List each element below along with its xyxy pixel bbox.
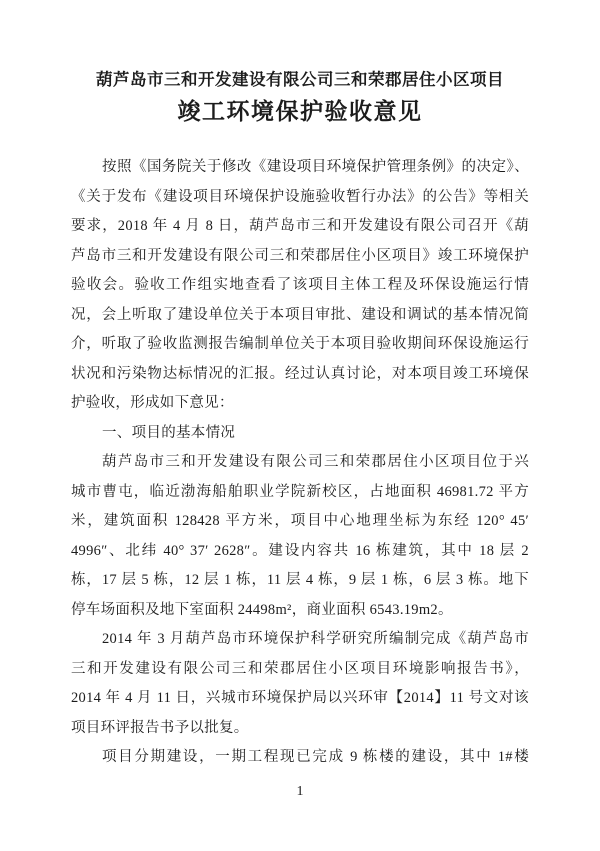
text-line: 2014 年 3 月葫芦岛市环境保护科学研究所编制完成《葫芦岛市 bbox=[102, 631, 529, 647]
text-line: 况，会上听取了建设单位关于本项目审批、建设和调试的基本情况简 bbox=[71, 306, 529, 323]
title-project-name: 葫芦岛市三和开发建设有限公司三和荣郡居住小区项目 bbox=[96, 70, 504, 89]
text-line: 2014 年 4 月 11 日，兴城市环境保护局以兴环审【2014】11 号文对该 bbox=[71, 690, 529, 706]
text-line: 项目分期建设，一期工程现已完成 9 栋楼的建设，其中 1#楼 bbox=[102, 749, 529, 765]
section-heading: 一、项目的基本情况 bbox=[102, 424, 236, 441]
text-line: 米，建筑面积 128428 平方米，项目中心地理坐标为东经 120° 45′ bbox=[71, 513, 529, 529]
text-line: 芦岛市三和开发建设有限公司三和荣郡居住小区项目》竣工环境保护 bbox=[71, 247, 529, 264]
text-line: 项目环评报告书予以批复。 bbox=[71, 719, 249, 736]
text-line: 三和开发建设有限公司三和荣郡居住小区项目环境影响报告书》， bbox=[71, 660, 529, 677]
text-line: 城市曹屯，临近渤海船舶职业学院新校区，占地面积 46981.72 平方 bbox=[71, 483, 529, 500]
title-document: 竣工环境保护验收意见 bbox=[177, 99, 423, 124]
text-line: 状况和污染物达标情况的汇报。经过认真讨论，对本项目竣工环境保 bbox=[71, 365, 529, 382]
text-line: 要求，2018 年 4 月 8 日，葫芦岛市三和开发建设有限公司召开《葫 bbox=[71, 218, 529, 234]
text-line: 4996″、北纬 40° 37′ 2628″。建设内容共 16 栋建筑，其中 18 层 2 bbox=[71, 542, 529, 559]
text-line: 验收会。验收工作组实地查看了该项目主体工程及环保设施运行情 bbox=[71, 277, 529, 293]
page-number: 1 bbox=[296, 784, 304, 799]
text-line: 《关于发布《建设项目环境保护设施验收暂行办法》的公告》等相关 bbox=[71, 188, 529, 205]
text-line: 护验收，形成如下意见： bbox=[71, 395, 234, 411]
text-line: 葫芦岛市三和开发建设有限公司三和荣郡居住小区项目位于兴 bbox=[102, 454, 529, 470]
document-body bbox=[71, 153, 529, 773]
text-line: 停车场面积及地下室面积 24498m²，商业面积 6543.19m2。 bbox=[71, 601, 453, 618]
text-line: 按照《国务院关于修改《建设项目环境保护管理条例》的决定》、 bbox=[102, 159, 529, 175]
text-line: 介，听取了验收监测报告编制单位关于本项目验收期间环保设施运行 bbox=[71, 336, 529, 352]
text-line: 栋，17 层 5 栋，12 层 1 栋，11 层 4 栋，9 层 1 栋，6 层 3 栋。地下 bbox=[71, 572, 529, 588]
